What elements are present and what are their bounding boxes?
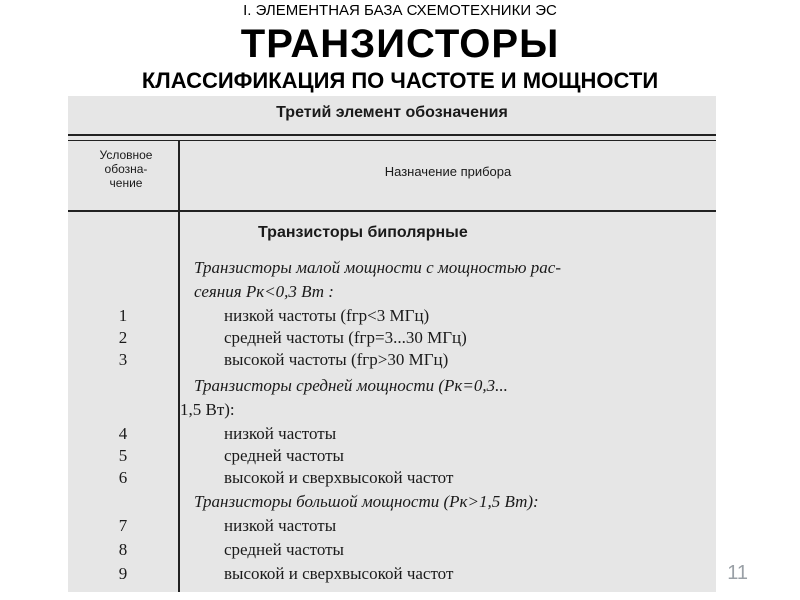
group-heading: 1,5 Вт):	[180, 400, 235, 419]
purpose-column-header: Назначение прибора	[384, 164, 512, 179]
item-code: 2	[118, 328, 128, 347]
item-code: 3	[118, 350, 128, 369]
item-text: высокой и сверхвысокой частот	[224, 468, 454, 487]
item-text: средней частоты (fгр=3...30 МГц)	[224, 328, 467, 347]
table-divider	[68, 140, 716, 141]
group-heading: сеяния Pк<0,3 Вт :	[194, 282, 334, 301]
item-text: средней частоты	[224, 540, 344, 559]
column-divider	[178, 140, 180, 592]
group-heading: Транзисторы малой мощности с мощностью рас-	[194, 258, 562, 277]
item-code: 7	[118, 516, 128, 535]
scanned-table	[68, 96, 716, 592]
item-code: 5	[118, 446, 128, 465]
item-code: 6	[118, 468, 128, 487]
item-text: низкой частоты (fгр<3 МГц)	[224, 306, 430, 325]
code-header-line: Условное	[99, 148, 153, 162]
code-column-header	[74, 148, 178, 190]
item-text: высокой частоты (fгр>30 МГц)	[224, 350, 449, 369]
table-divider	[68, 210, 716, 212]
group-heading: Транзисторы средней мощности (Pк=0,3...	[194, 376, 508, 395]
table-caption: Третий элемент обозначения	[276, 104, 508, 121]
code-header-line: обозна-	[104, 162, 148, 176]
item-code: 9	[118, 564, 128, 583]
item-text: низкой частоты	[224, 424, 337, 443]
item-code: 8	[118, 540, 128, 559]
group-heading: Транзисторы большой мощности (Pк>1,5 Вт):	[194, 492, 539, 511]
slide-supertitle: I. ЭЛЕМЕНТНАЯ БАЗА СХЕМОТЕХНИКИ ЭС	[243, 2, 557, 19]
page-number: 11	[727, 562, 748, 584]
code-header-line: чение	[109, 176, 143, 190]
slide-subtitle: КЛАССИФИКАЦИЯ ПО ЧАСТОТЕ И МОЩНОСТИ	[141, 68, 659, 93]
section-title: Транзисторы биполярные	[258, 224, 468, 241]
table-divider	[68, 134, 716, 136]
item-code: 1	[118, 306, 128, 325]
item-text: низкой частоты	[224, 516, 337, 535]
item-text: средней частоты	[224, 446, 344, 465]
item-code: 4	[118, 424, 128, 443]
item-text: высокой и сверхвысокой частот	[224, 564, 454, 583]
slide-title: ТРАНЗИСТОРЫ	[240, 22, 560, 66]
